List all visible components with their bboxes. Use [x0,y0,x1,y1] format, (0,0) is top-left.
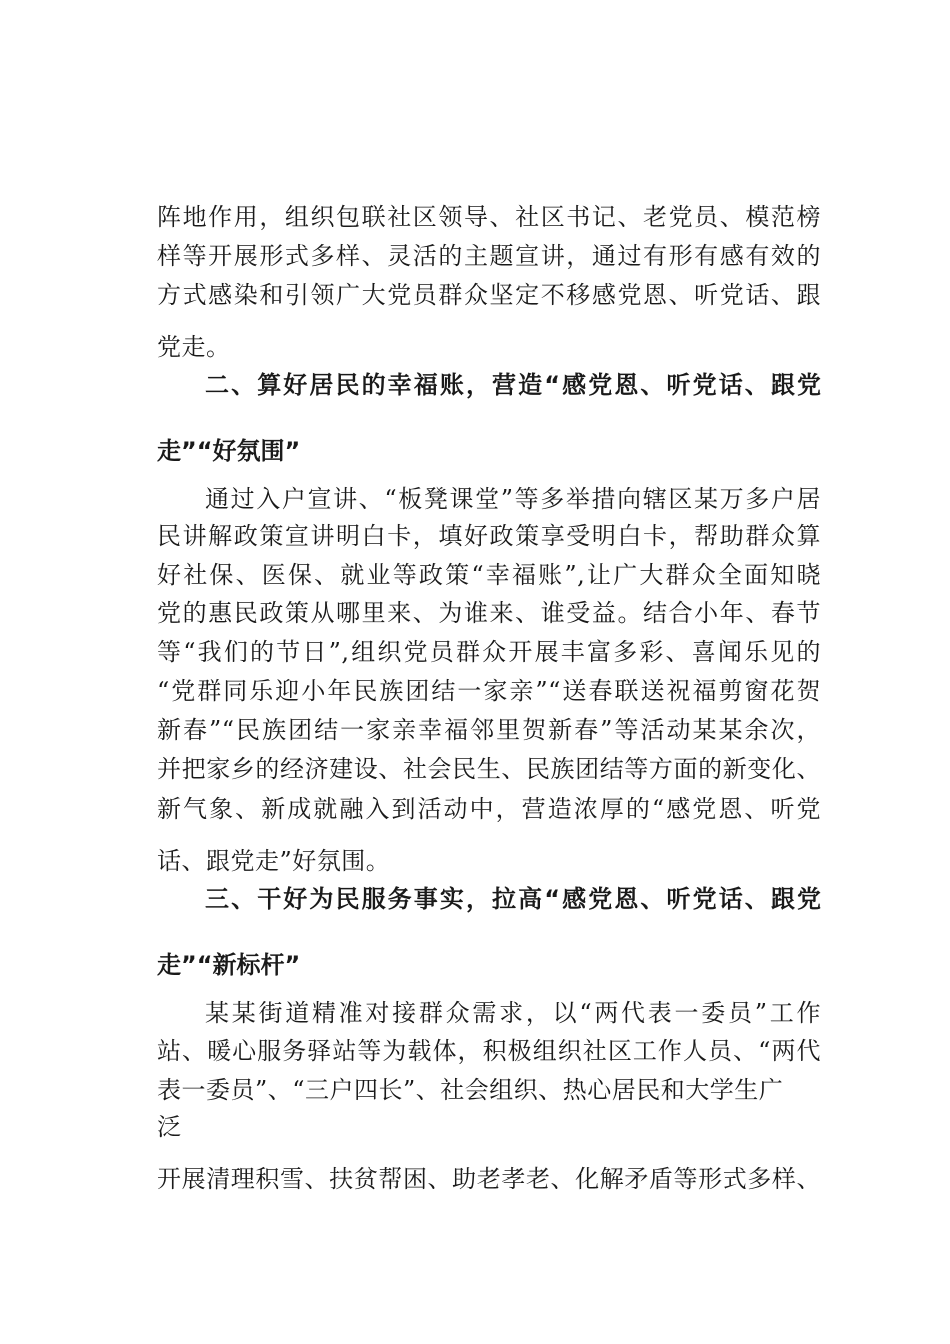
text-line: 样等开展形式多样、灵活的主题宣讲，通过有形有感有效的 [157,242,821,270]
text-line: 开展清理积雪、扶贫帮困、助老孝老、化解矛盾等形式多样、 [157,1165,821,1193]
text-line: 站、暖心服务驿站等为载体，积极组织社区工作人员、“两代 [157,1037,821,1065]
text-line: 新气象、新成就融入到活动中，营造浓厚的“感党恩、听党 [157,795,821,823]
heading-line: 二、算好居民的幸福账，营造“感党恩、听党话、跟党 [205,371,821,399]
text-line: 党的惠民政策从哪里来、为谁来、谁受益。结合小年、春节 [157,599,821,627]
text-line: 阵地作用，组织包联社区领导、社区书记、老党员、模范榜 [157,203,821,231]
heading-line: 走”“新标杆” [157,951,301,979]
text-line: 话、跟党走”好氛围。 [157,847,391,875]
text-line: 党走。 [157,333,231,361]
text-line: 表一委员”、“三户四长”、社会组织、热心居民和大学生广 [157,1076,784,1104]
heading-line: 三、干好为民服务事实，拉高“感党恩、听党话、跟党 [205,885,821,913]
text-line: 并把家乡的经济建设、社会民生、民族团结等方面的新变化、 [157,755,821,783]
text-line: 方式感染和引领广大党员群众坚定不移感党恩、听党话、跟 [157,281,821,309]
text-line: 某某街道精准对接群众需求，以“两代表一委员”工作 [205,999,821,1027]
text-line: 通过入户宣讲、“板凳课堂”等多举措向辖区某万多户居 [205,485,821,513]
text-line: 新春”“民族团结一家亲幸福邻里贺新春”等活动某某余次， [157,716,821,744]
text-line: 泛 [157,1113,182,1141]
heading-line: 走”“好氛围” [157,437,301,465]
text-line: 等“我们的节日”,组织党员群众开展丰富多彩、喜闻乐见的 [157,638,821,666]
text-line: 好社保、医保、就业等政策“幸福账”,让广大群众全面知晓 [157,561,821,589]
text-line: “党群同乐迎小年民族团结一家亲”“送春联送祝福剪窗花贺 [157,677,821,705]
text-line: 民讲解政策宣讲明白卡，填好政策享受明白卡，帮助群众算 [157,522,821,550]
